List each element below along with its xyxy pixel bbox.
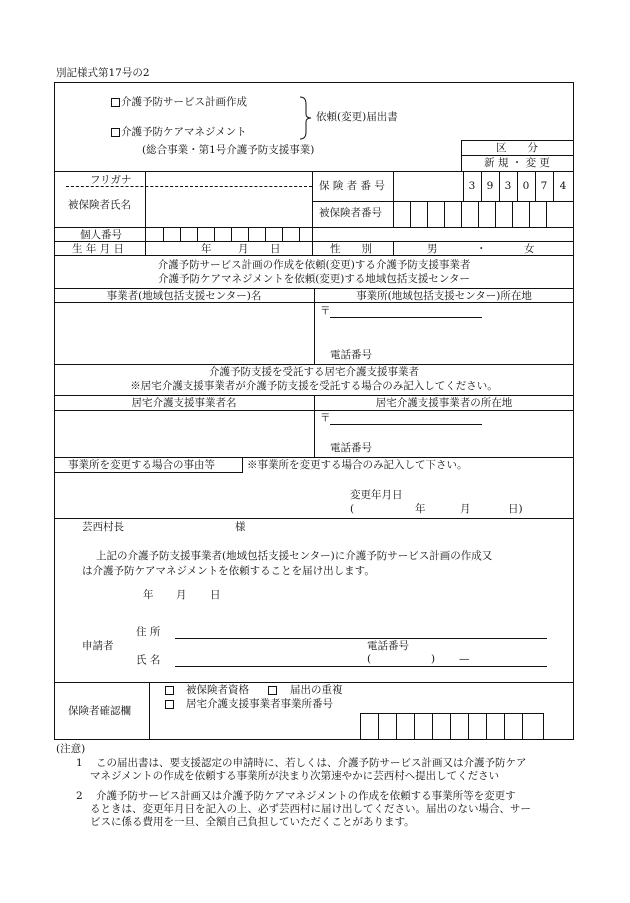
note1-line2: マネジメントの作成を依頼する事業所が決まり次第速やかに芸西村へ提出してください bbox=[90, 770, 500, 782]
provider-title-1: 介護予防サービス計画の作成を依頼(変更)する介護予防支援事業者 bbox=[157, 259, 471, 271]
declaration-line-2: は介護予防ケアマネジメントを依頼することを届け出します。 bbox=[82, 565, 375, 577]
form-code: 別記様式第17号の2 bbox=[56, 67, 150, 79]
provider-name-field[interactable] bbox=[55, 303, 313, 363]
homecare-title-1: 介護予防支援を受託する居宅介護支援事業者 bbox=[209, 366, 419, 378]
declaration-month: 月 bbox=[176, 589, 187, 601]
applicant-name-label: 氏 名 bbox=[136, 654, 161, 666]
change-date-label: 変更年月日 bbox=[350, 489, 403, 501]
applicant-address-label: 住 所 bbox=[136, 626, 161, 638]
note2-line2: るときは、変更年月日を記入の上、必ず芸西村に届け出してください。届出のない場合、サー bbox=[90, 803, 531, 815]
confirmation-label: 保険者確認欄 bbox=[68, 705, 131, 717]
applicant-name-field[interactable] bbox=[175, 651, 355, 665]
dob-year: 年 bbox=[201, 243, 212, 255]
insured-number-field[interactable] bbox=[394, 202, 573, 226]
provider-phone-label: 電話番号 bbox=[330, 349, 372, 361]
furigana-label: フリガナ bbox=[90, 174, 132, 186]
applicant-address-field[interactable] bbox=[175, 622, 547, 637]
declaration-day: 日 bbox=[210, 589, 221, 601]
declaration-year: 年 bbox=[143, 589, 154, 601]
insurer-no-label: 保 険 者 番 号 bbox=[319, 180, 385, 192]
applicant-label: 申請者 bbox=[82, 640, 114, 652]
sex-male[interactable]: 男 bbox=[427, 243, 438, 255]
item1-label: 被保険者資格 bbox=[186, 684, 249, 696]
notes-title: (注意) bbox=[56, 743, 86, 755]
item1-checkbox[interactable] bbox=[165, 686, 174, 695]
applicant-phone-open: ( bbox=[367, 653, 372, 665]
homecare-name-field[interactable] bbox=[55, 411, 313, 456]
change-reason-field[interactable] bbox=[55, 473, 573, 517]
item3-label: 居宅介護支援事業者事業所番号 bbox=[186, 698, 333, 710]
item2-checkbox[interactable] bbox=[268, 686, 277, 695]
insurer-digit: 3 bbox=[468, 180, 476, 192]
applicant-phone-label: 電話番号 bbox=[367, 640, 409, 652]
addressee: 芸西村長 bbox=[82, 521, 124, 533]
applicant-phone-close: ) bbox=[431, 653, 436, 665]
option2-checkbox[interactable] bbox=[111, 128, 120, 137]
item2-label: 届出の重複 bbox=[290, 684, 343, 696]
declaration-line-1: 上記の介護予防支援事業者(地域包括支援センター)に介護予防サービス計画の作成又 bbox=[96, 550, 493, 562]
insurer-digit: 9 bbox=[486, 180, 494, 192]
option1-checkbox[interactable] bbox=[111, 98, 120, 107]
form-subtitle: (総合事業・第1号介護予防支援事業) bbox=[142, 144, 315, 156]
change-date-year: 年 bbox=[415, 503, 426, 515]
personal-no-label: 個人番号 bbox=[80, 229, 122, 241]
sex-label: 性 別 bbox=[330, 243, 372, 255]
insurer-digit: 4 bbox=[559, 180, 567, 192]
category-label: 区 分 bbox=[496, 142, 538, 154]
provider-postal-mark: 〒 bbox=[320, 305, 331, 317]
insured-name-label: 被保険者氏名 bbox=[68, 199, 131, 211]
item3-checkbox[interactable] bbox=[165, 700, 174, 709]
insured-no-label: 被保険者番号 bbox=[319, 207, 382, 219]
request-label: 依頼(変更)届出書 bbox=[316, 111, 398, 123]
homecare-name-header: 居宅介護支援事業者名 bbox=[131, 397, 237, 409]
sex-female[interactable]: 女 bbox=[524, 243, 535, 255]
applicant-phone-dash: — bbox=[459, 653, 470, 665]
note2-line3: ビスに係る費用を一旦、全額自己負担していただくことがあります。 bbox=[90, 816, 415, 828]
change-note: ※事業所を変更する場合のみ記入して下さい。 bbox=[247, 459, 468, 471]
provider-title-2: 介護予防ケアマネジメントを依頼(変更)する地域包括支援センター bbox=[158, 273, 470, 285]
personal-number-field[interactable] bbox=[146, 228, 312, 240]
note1-number: 1 bbox=[76, 757, 83, 769]
change-reason-label: 事業所を変更する場合の事由等 bbox=[68, 459, 215, 471]
insurer-digit: 7 bbox=[540, 180, 548, 192]
provider-address-header: 事業所(地域包括支援センター)所在地 bbox=[356, 290, 532, 302]
dob-month: 月 bbox=[238, 243, 249, 255]
honorific: 様 bbox=[235, 521, 246, 533]
office-number-field[interactable] bbox=[361, 714, 543, 739]
note2-number: 2 bbox=[76, 790, 83, 802]
insurer-digit: 0 bbox=[522, 180, 530, 192]
option1-label: 介護予防サービス計画作成 bbox=[121, 96, 247, 108]
homecare-title-2: ※居宅介護支援事業者が介護予防支援を受託する場合のみ記入してください。 bbox=[130, 380, 498, 392]
category-values[interactable]: 新 規 ・ 変 更 bbox=[484, 157, 550, 169]
sex-separator: ・ bbox=[476, 243, 487, 255]
dob-label: 生 年 月 日 bbox=[72, 243, 125, 255]
dob-day: 日 bbox=[270, 243, 281, 255]
homecare-postal-mark: 〒 bbox=[320, 412, 331, 424]
homecare-phone-label: 電話番号 bbox=[330, 442, 372, 454]
homecare-address-header: 居宅介護支援事業者の所在地 bbox=[375, 397, 513, 409]
note2-line1: 介護予防サービス計画又は介護予防ケアマネジメントの作成を依頼する事業所等を変更す bbox=[96, 790, 516, 802]
change-date-month: 月 bbox=[460, 503, 471, 515]
change-date-day: 日) bbox=[508, 503, 523, 515]
insurer-digit: 3 bbox=[504, 180, 512, 192]
option2-label: 介護予防ケアマネジメント bbox=[121, 126, 247, 138]
brace-icon bbox=[298, 96, 312, 140]
provider-name-header: 事業者(地域包括支援センター)名 bbox=[106, 290, 262, 302]
note1-line1: この届出書は、要支援認定の申請時に、若しくは、介護予防サービス計画又は介護予防ケア bbox=[96, 757, 527, 769]
change-date-open: ( bbox=[350, 503, 355, 515]
insured-name-field[interactable] bbox=[146, 187, 312, 225]
